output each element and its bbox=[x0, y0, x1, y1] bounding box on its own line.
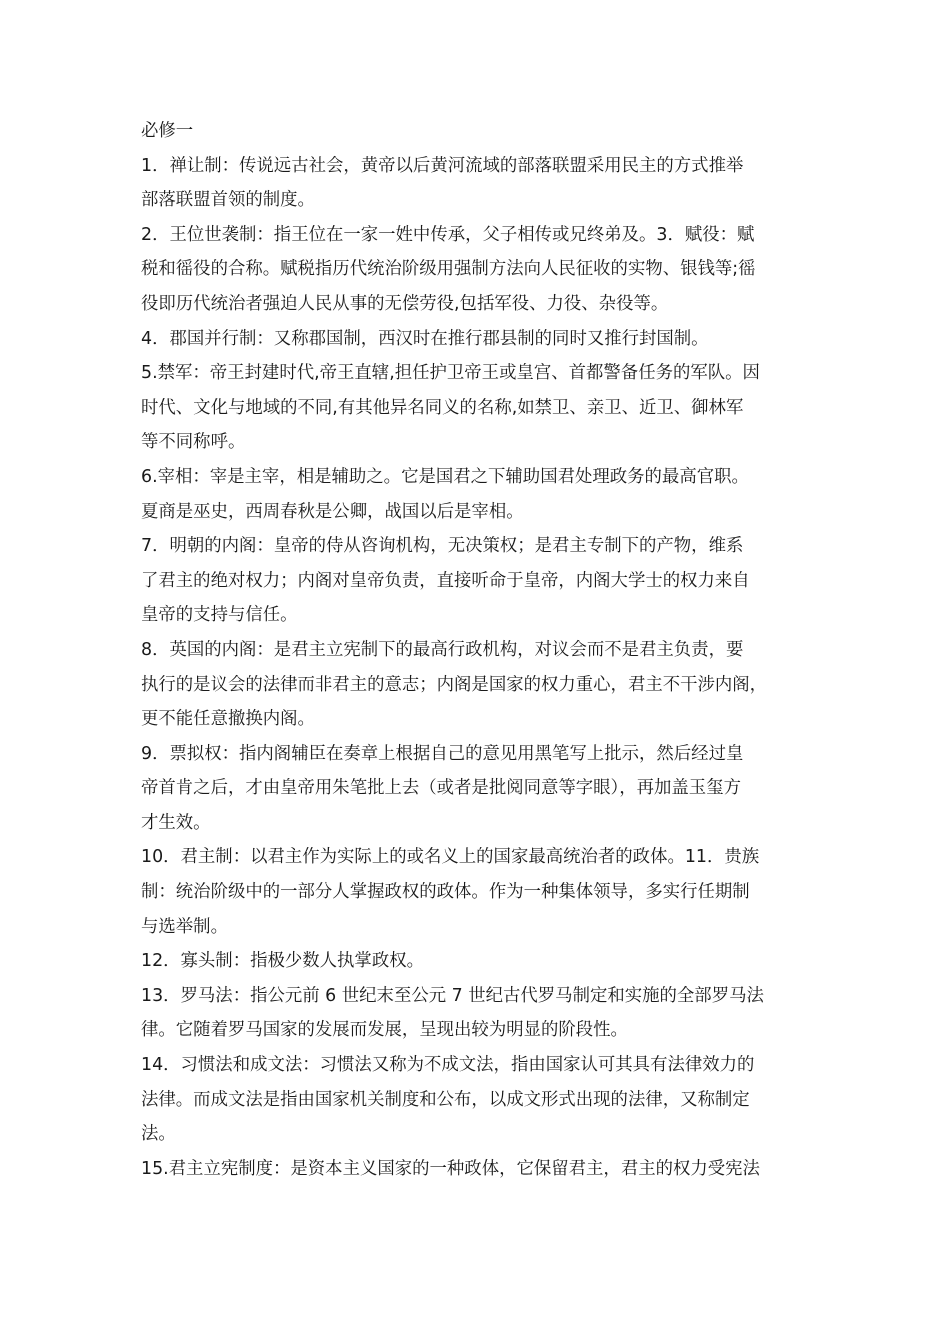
text-line: 8．英国的内阁：是君主立宪制下的最高行政机构，对议会而不是君主负责，要 bbox=[141, 639, 744, 660]
text-line: 13．罗马法：指公元前 6 世纪末至公元 7 世纪古代罗马制定和实施的全部罗马法 bbox=[141, 985, 764, 1006]
text-line: 14．习惯法和成文法：习惯法又称为不成文法，指由国家认可其具有法律效力的 bbox=[141, 1055, 755, 1076]
text-line: 2．王位世袭制：指王位在一家一姓中传承，父子相传或兄终弟及。3．赋役：赋 bbox=[141, 224, 755, 245]
document-body bbox=[141, 114, 821, 1186]
text-line: 帝首肯之后，才由皇帝用朱笔批上去（或者是批阅同意等字眼），再加盖玉玺方 bbox=[141, 778, 741, 799]
text-line: 税和徭役的合称。赋税指历代统治阶级用强制方法向人民征收的实物、银钱等;徭 bbox=[141, 259, 756, 280]
text-line: 6.宰相：宰是主宰，相是辅助之。它是国君之下辅助国君处理政务的最高官职。 bbox=[141, 466, 749, 487]
document-heading: 必修一 bbox=[141, 121, 194, 141]
text-line: 15.君主立宪制度：是资本主义国家的一种政体，它保留君主，君主的权力受宪法 bbox=[141, 1158, 760, 1179]
text-line: 部落联盟首领的制度。 bbox=[141, 190, 315, 211]
text-line: 律。它随着罗马国家的发展而发展，呈现出较为明显的阶段性。 bbox=[141, 1020, 628, 1041]
text-line: 12．寡头制：指极少数人执掌政权。 bbox=[141, 951, 424, 972]
text-line: 等不同称呼。 bbox=[141, 432, 246, 453]
text-line: 执行的是议会的法律而非君主的意志；内阁是国家的权力重心，君主不干涉内阁， bbox=[141, 674, 768, 695]
text-line: 才生效。 bbox=[141, 812, 211, 833]
text-line: 更不能任意撤换内阁。 bbox=[141, 709, 315, 730]
text-line: 夏商是巫史，西周春秋是公卿，战国以后是宰相。 bbox=[141, 501, 524, 522]
text-line: 时代、文化与地域的不同,有其他异名同义的名称,如禁卫、亲卫、近卫、御林军 bbox=[141, 397, 744, 418]
text-line: 役即历代统治者强迫人民从事的无偿劳役,包括军役、力役、杂役等。 bbox=[141, 293, 669, 314]
text-line: 4．郡国并行制：又称郡国制，西汉时在推行郡县制的同时又推行封国制。 bbox=[141, 328, 709, 349]
text-line: 5.禁军：帝王封建时代,帝王直辖,担任护卫帝王或皇宫、首都警备任务的军队。因 bbox=[141, 363, 760, 384]
text-line: 7．明朝的内阁：皇帝的侍从咨询机构，无决策权；是君主专制下的产物，维系 bbox=[141, 536, 744, 557]
text-line: 9．票拟权：指内阁辅臣在奏章上根据自己的意见用黑笔写上批示，然后经过皇 bbox=[141, 743, 744, 764]
text-line: 1．禅让制：传说远古社会，黄帝以后黄河流域的部落联盟采用民主的方式推举 bbox=[141, 155, 744, 176]
text-line: 与选举制。 bbox=[141, 916, 228, 937]
text-line: 制：统治阶级中的一部分人掌握政权的政体。作为一种集体领导，多实行任期制 bbox=[141, 882, 750, 903]
text-line: 皇帝的支持与信任。 bbox=[141, 605, 298, 626]
text-line: 法律。而成文法是指由国家机关制度和公布，以成文形式出现的法律，又称制定 bbox=[141, 1089, 750, 1110]
text-line: 10．君主制：以君主作为实际上的或名义上的国家最高统治者的政体。11．贵族 bbox=[141, 847, 760, 868]
text-line: 法。 bbox=[141, 1124, 176, 1145]
text-line: 了君主的绝对权力；内阁对皇帝负责，直接听命于皇帝，内阁大学士的权力来自 bbox=[141, 570, 750, 591]
